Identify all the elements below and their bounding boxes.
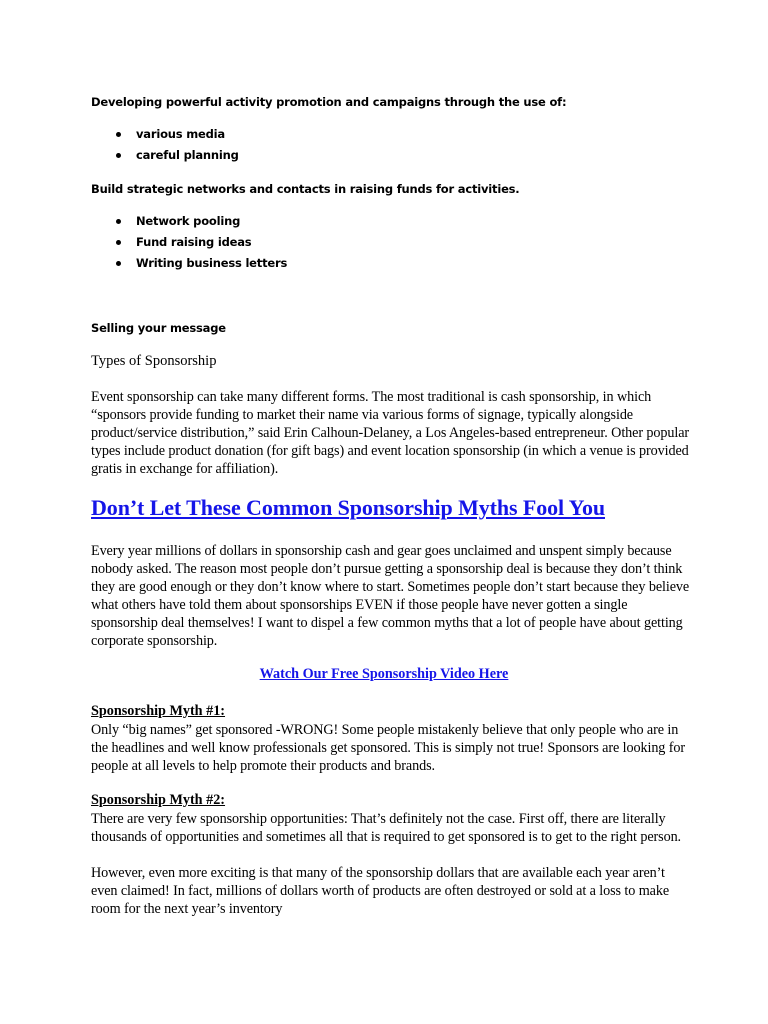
bullet-icon [116, 153, 121, 158]
list-item [91, 145, 239, 166]
video-link-row [0, 666, 768, 683]
list-item [91, 253, 287, 274]
list-item-text: various media [136, 127, 225, 141]
video-link[interactable]: Watch Our Free Sponsorship Video Here [259, 666, 509, 682]
types-heading: Types of Sponsorship [91, 353, 217, 369]
myth1-title: Sponsorship Myth #1: [91, 703, 226, 719]
networks-heading: Build strategic networks and contacts in raising funds for activities. [91, 182, 520, 196]
list-item [91, 232, 287, 253]
networks-bullet-list [91, 211, 287, 274]
bullet-icon [116, 132, 121, 137]
list-item-text: Writing business letters [136, 256, 288, 270]
myth2-title: Sponsorship Myth #2: [91, 792, 226, 808]
list-item-text: Network pooling [136, 214, 241, 228]
myth2-body-continued: However, even more exciting is that many of the sponsorship dollars that are available each year aren’t even claimed! In fact, millions of dollars worth of products are often destroyed or sold at a loss to make room for the next year’s inventory [91, 865, 670, 917]
myth2-body: There are very few sponsorship opportunities: That’s definitely not the case. First off, there are literally thousands of opportunities and sometimes all that is required to get sponsored is to get to the right person. [91, 811, 682, 845]
selling-heading: Selling your message [91, 321, 226, 335]
types-paragraph: Event sponsorship can take many different forms. The most traditional is cash sponsorship, in which “sponsors provide funding to market their name via various forms of signage, typically alongside product/service distribution,” said Erin Calhoun-Delaney, a Los Angeles-based entrepreneur. Other popular types include product donation (for gift bags) and event location sponsorship (in which a venue is provided gratis in exchange for affiliation). [91, 389, 690, 477]
myths-headline-link[interactable]: Don’t Let These Common Sponsorship Myths Fool You [91, 495, 606, 520]
bullet-icon [116, 240, 121, 245]
myths-intro-paragraph: Every year millions of dollars in sponsorship cash and gear goes unclaimed and unspent simply because nobody asked. The reason most people don’t pursue getting a sponsorship deal is because they don’t think they are good enough or they don’t know where to start. Sometimes people don’t start because they believe what others have told them about sponsorships EVEN if those people have never gotten a single sponsorship deal themselves! I want to dispel a few common myths that a lot of people have about getting corporate sponsorship. [91, 543, 690, 649]
intro-heading: Developing powerful activity promotion and campaigns through the use of: [91, 95, 567, 109]
list-item [91, 124, 239, 145]
myth1-body: Only “big names” get sponsored -WRONG! Some people mistakenly believe that only people who are in the headlines and well know professionals get sponsored. This is simply not true! Sponsors are looking for people at all levels to help promote their products and brands. [91, 722, 685, 774]
bullet-icon [116, 219, 121, 224]
list-item-text: careful planning [136, 148, 239, 162]
list-item [91, 211, 287, 232]
bullet-icon [116, 261, 121, 266]
list-item-text: Fund raising ideas [136, 235, 252, 249]
intro-bullet-list [91, 124, 239, 166]
